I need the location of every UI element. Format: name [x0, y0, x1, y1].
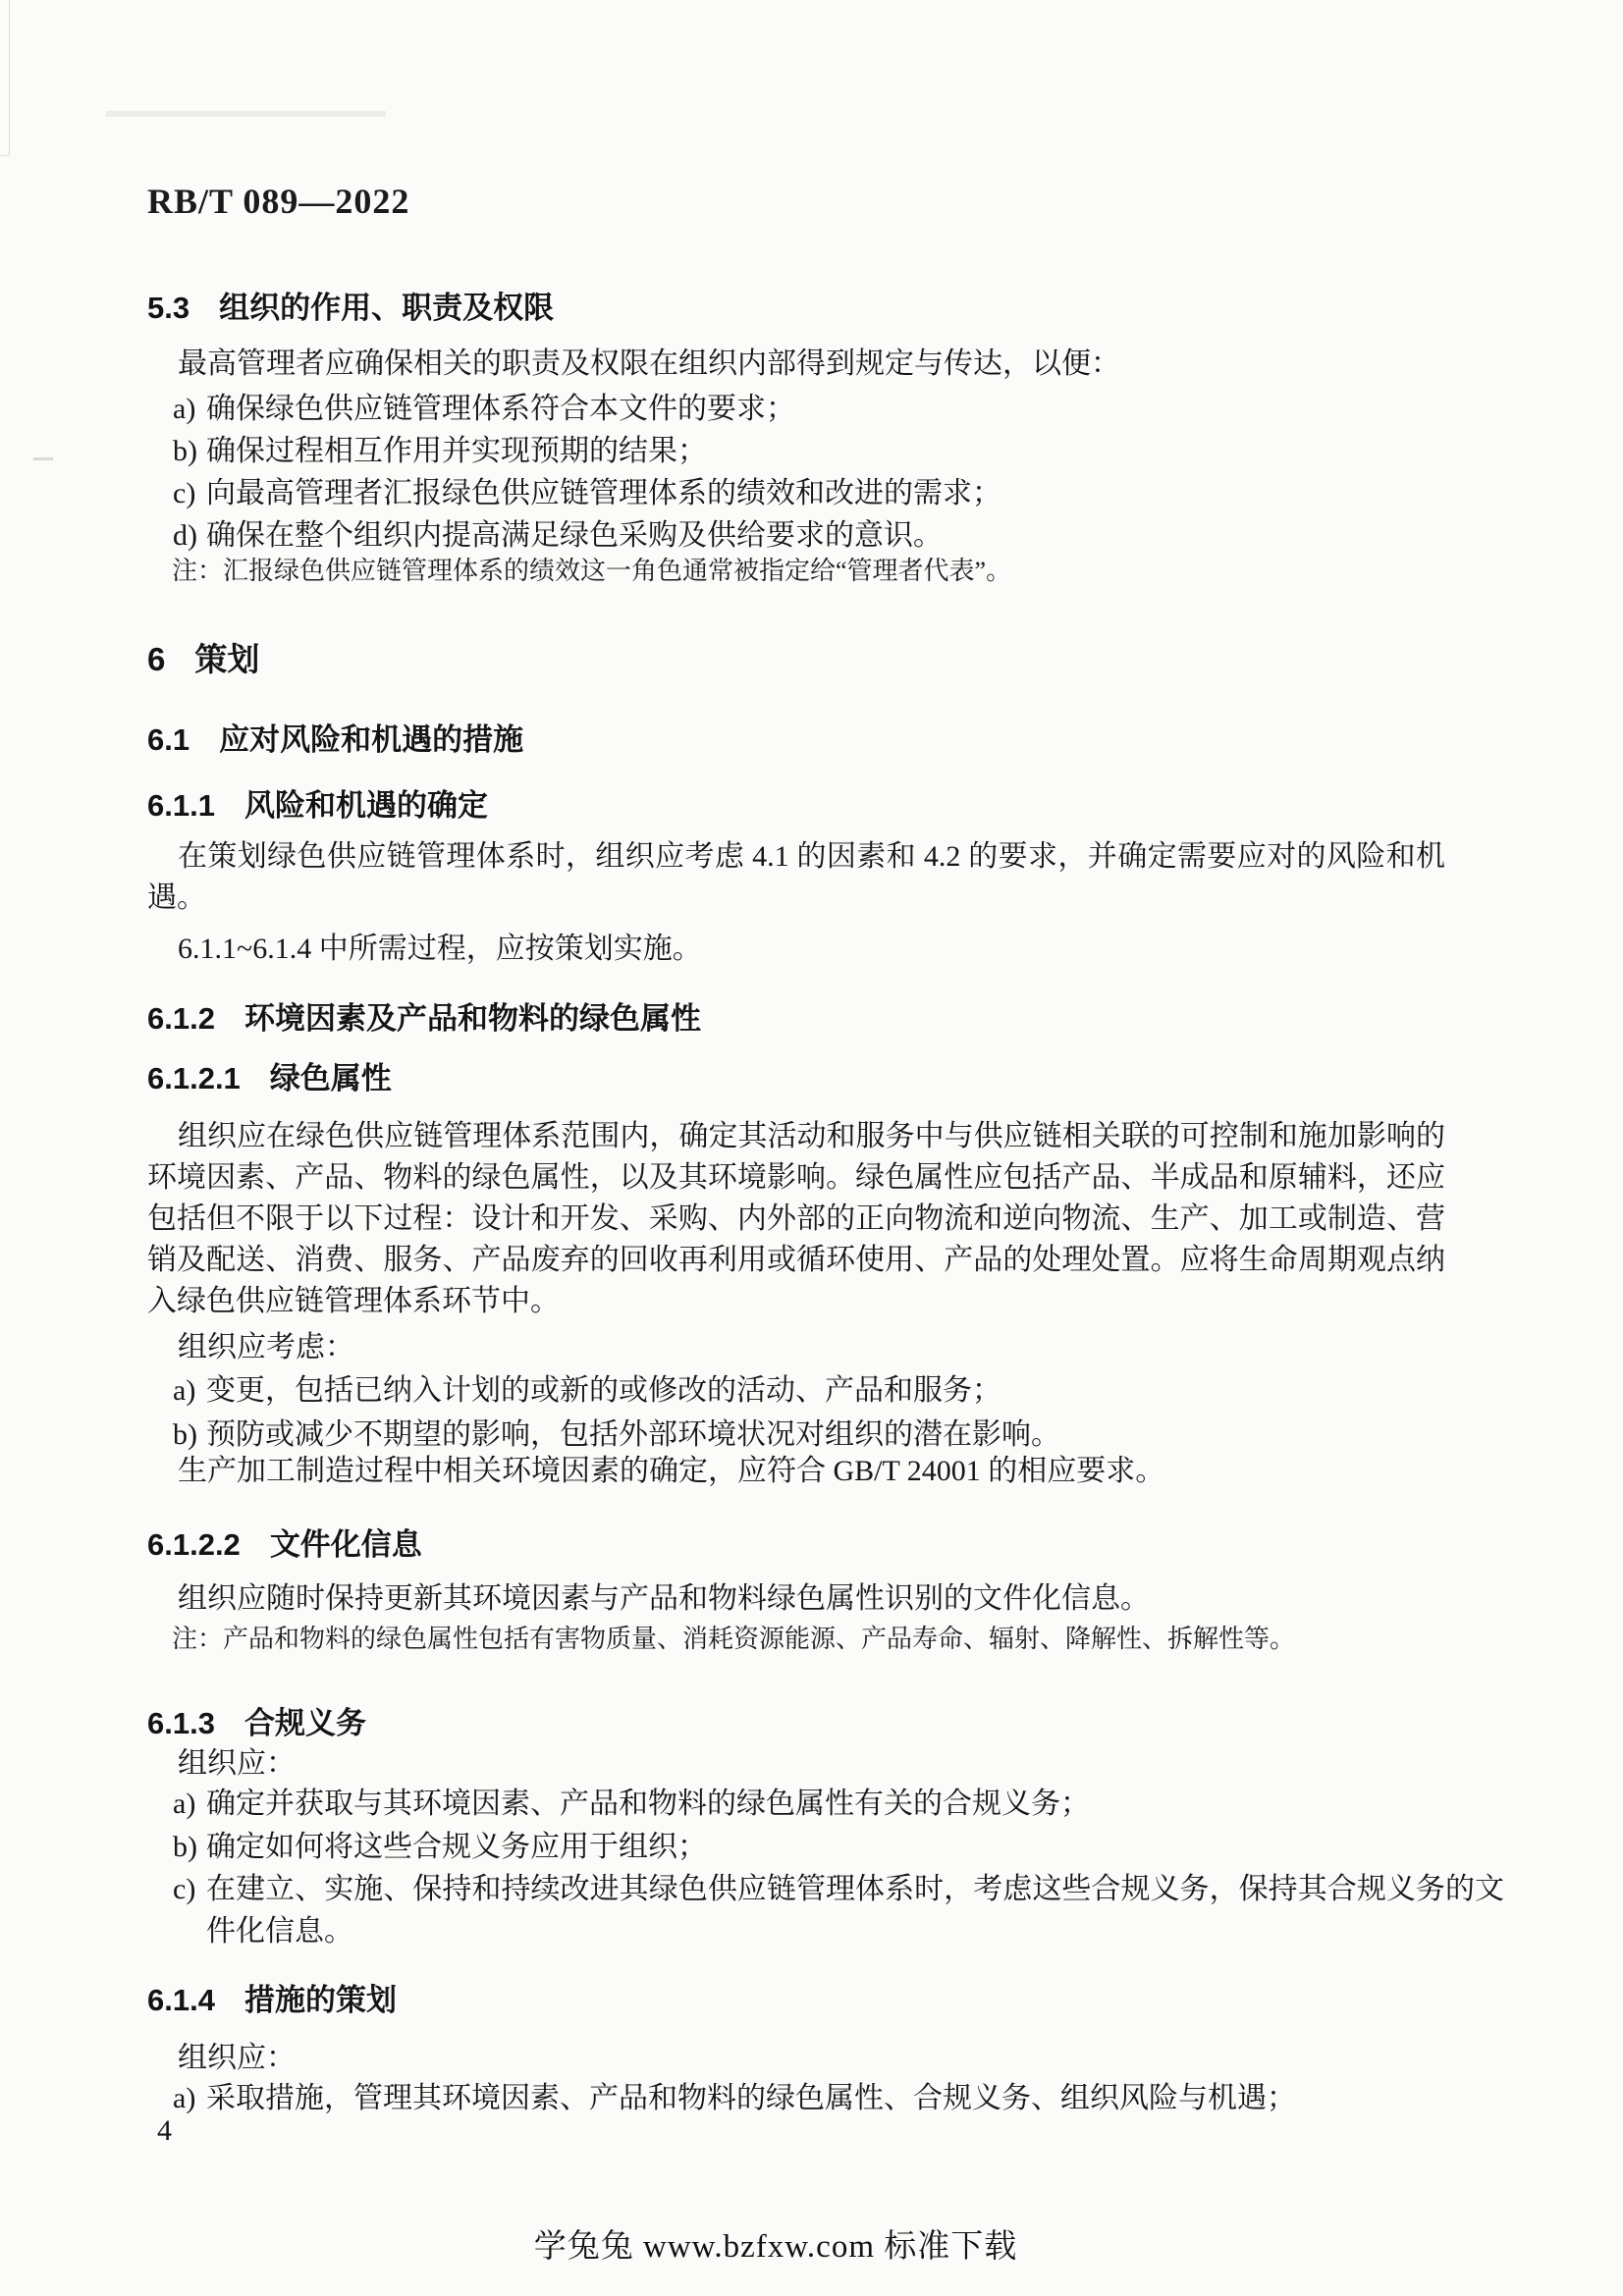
list-text: 采取措施，管理其环境因素、产品和物料的绿色属性、合规义务、组织风险与机遇； — [206, 2082, 1296, 2114]
section-heading-6-1-2-2 — [147, 1520, 1445, 1564]
note: 注：产品和物料的绿色属性包括有害物质量、消耗资源能源、产品寿命、辐射、降解性、拆解性等。 — [172, 1625, 1296, 1653]
paragraph: 组织应考虑： — [178, 1331, 354, 1363]
list-marker: a) — [173, 393, 196, 425]
list-item-b — [147, 430, 1504, 472]
scan-artifact — [0, 0, 10, 156]
list-text: 向最高管理者汇报绿色供应链管理体系的绩效和改进的需求； — [206, 477, 1001, 509]
section-number: 5.3 — [147, 291, 190, 325]
list-marker: a) — [173, 1788, 196, 1820]
section-number: 6.1 — [147, 722, 190, 757]
scan-artifact — [33, 457, 53, 460]
section-heading-6-1-4 — [147, 1975, 1445, 2019]
section-number: 6.1.2.2 — [147, 1527, 241, 1562]
list-text: 预防或减少不期望的影响，包括外部环境状况对组织的潜在影响。 — [206, 1418, 1060, 1451]
chapter-heading-6 — [147, 634, 1445, 680]
section-heading-6-1-2 — [147, 993, 1445, 1038]
watermark-footer: 学兔兔 www.bzfxw.com 标准下载 — [533, 2229, 1018, 2265]
section-number: 6.1.4 — [147, 1983, 215, 2017]
chapter-number: 6 — [147, 641, 166, 677]
paragraph: 生产加工制造过程中相关环境因素的确定，应符合 GB/T 24001 的相应要求。 — [178, 1455, 1165, 1487]
section-number: 6.1.2.1 — [147, 1061, 241, 1095]
section-title: 风险和机遇的确定 — [243, 788, 488, 823]
section-heading-6-1-3 — [147, 1698, 1445, 1742]
note: 注：汇报绿色供应链管理体系的绩效这一角色通常被指定给“管理者代表”。 — [172, 557, 1012, 585]
list-text: 确保在整个组织内提高满足绿色采购及供给要求的意识。 — [206, 519, 943, 552]
section-title: 措施的策划 — [243, 1983, 397, 2017]
list-item-b — [147, 1826, 1504, 1868]
standard-code-header: RB/T 089—2022 — [147, 182, 410, 221]
page-number: 4 — [157, 2114, 172, 2147]
paragraph: 在策划绿色供应链管理体系时，组织应考虑 4.1 的因素和 4.2 的要求，并确定需要应对的风险和机遇。 — [147, 840, 1445, 914]
list-item-d — [147, 514, 1504, 557]
section-title: 合规义务 — [243, 1706, 366, 1740]
section-heading-6-1 — [147, 715, 1445, 759]
list-text: 在建立、实施、保持和持续改进其绿色供应链管理体系时，考虑这些合规义务，保持其合规义务的文件化信息。 — [206, 1873, 1504, 1948]
chapter-title: 策划 — [194, 641, 260, 677]
section-title: 绿色属性 — [269, 1061, 392, 1095]
section-title: 环境因素及产品和物料的绿色属性 — [243, 1001, 701, 1036]
list-item-c — [147, 472, 1504, 514]
list-text: 确定并获取与其环境因素、产品和物料的绿色属性有关的合规义务； — [206, 1788, 1090, 1820]
list-marker: d) — [173, 519, 197, 552]
section-number: 6.1.2 — [147, 1001, 215, 1036]
list-marker: b) — [173, 435, 197, 467]
list-item-a — [147, 388, 1504, 430]
scan-artifact — [106, 111, 386, 117]
list-marker: b) — [173, 1418, 197, 1451]
list-text: 确保绿色供应链管理体系符合本文件的要求； — [206, 393, 795, 425]
paragraph: 最高管理者应确保相关的职责及权限在组织内部得到规定与传达，以便： — [178, 347, 1120, 380]
list-marker: a) — [173, 1374, 196, 1407]
section-heading-6-1-2-1 — [147, 1053, 1445, 1097]
section-number: 6.1.1 — [147, 788, 215, 823]
list-text: 变更，包括已纳入计划的或新的或修改的活动、产品和服务； — [206, 1374, 1001, 1407]
list-item-a — [147, 1369, 1504, 1412]
section-title: 应对风险和机遇的措施 — [219, 722, 524, 757]
section-number: 6.1.3 — [147, 1706, 215, 1740]
list-marker: c) — [173, 477, 196, 509]
paragraph: 组织应： — [178, 1747, 296, 1780]
list-item-a — [147, 1783, 1504, 1825]
paragraph: 组织应： — [178, 2042, 296, 2074]
section-title: 文件化信息 — [269, 1527, 422, 1562]
list-item-c — [147, 1868, 1504, 1952]
section-heading-5-3 — [147, 283, 1445, 327]
list-marker: a) — [173, 2082, 196, 2114]
section-title: 组织的作用、职责及权限 — [219, 291, 555, 325]
list-text: 确定如何将这些合规义务应用于组织； — [206, 1831, 707, 1863]
paragraph: 组织应在绿色供应链管理体系范围内，确定其活动和服务中与供应链相关联的可控制和施加影响的环境因素、产品、物料的绿色属性，以及其环境影响。绿色属性应包括产品、半成品和原辅料，还应包括但不限于以下过程：设计和开发、采购、内外部的正向物流和逆向物流、生产、加工或制造、营销及配送、消费、服务、产品废弃的回收再利用或循环使用、产品的处理处置。应将生命周期观点纳入绿色供应链管理体系环节中。 — [147, 1120, 1445, 1317]
list-marker: c) — [173, 1873, 196, 1905]
paragraph: 6.1.1~6.1.4 中所需过程，应按策划实施。 — [178, 933, 702, 965]
paragraph: 组织应随时保持更新其环境因素与产品和物料绿色属性识别的文件化信息。 — [178, 1582, 1150, 1615]
list-item-a — [147, 2077, 1504, 2119]
list-marker: b) — [173, 1831, 197, 1863]
section-heading-6-1-1 — [147, 780, 1445, 825]
list-item-b — [147, 1414, 1504, 1456]
list-text: 确保过程相互作用并实现预期的结果； — [206, 435, 707, 467]
